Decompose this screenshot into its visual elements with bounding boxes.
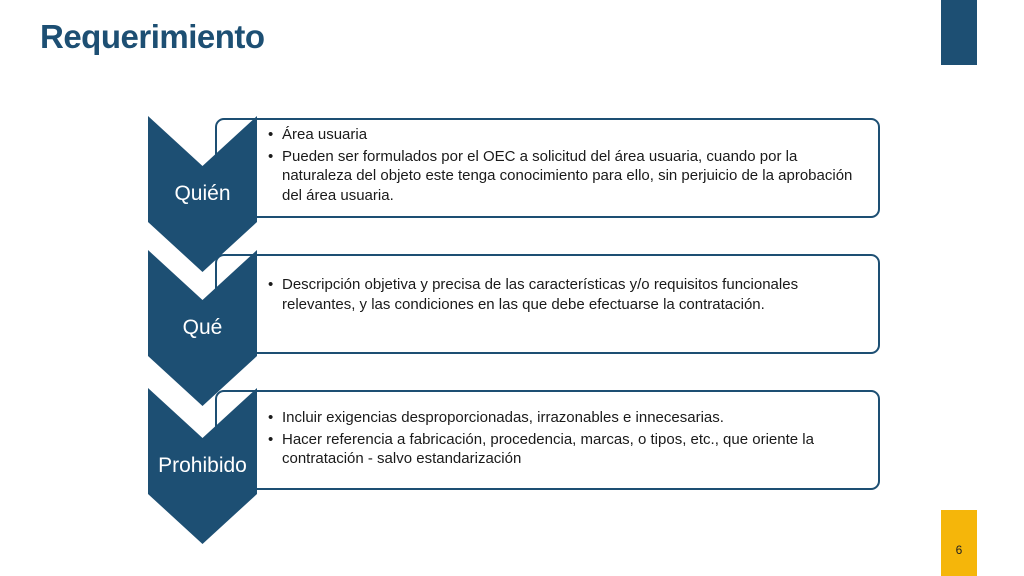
bullet-item: • Incluir exigencias desproporcionadas, irrazonables e innecesarias. [268,408,868,428]
section-quien-chevron [148,116,257,272]
bullet-item: • Área usuaria [268,125,868,145]
page-number: 6 [955,543,963,557]
section-que-label: Qué [182,316,223,339]
section-quien-label: Quién [174,182,231,205]
section-prohibido-bullets [268,408,868,471]
bullet-item: • Descripción objetiva y precisa de las características y/o requisitos funcionales relevantes, y las condiciones en las que debe efectuarse la contratación. [268,275,868,314]
page-number-box [941,510,977,576]
corner-accent-bar [941,0,977,65]
section-que-bullets [268,275,868,316]
section-que-chevron [148,250,257,406]
bullet-item: • Pueden ser formulados por el OEC a solicitud del área usuaria, cuando por la naturaleza del objeto este tenga conocimiento para ello, sin perjuicio de la aprobación del área usuaria. [268,147,868,206]
section-prohibido-label: Prohibido [158,454,247,477]
slide-title: Requerimiento [40,18,265,55]
bullet-item: • Hacer referencia a fabricación, procedencia, marcas, o tipos, etc., que oriente la contratación - salvo estandarización [268,430,868,469]
section-quien-bullets [268,125,868,207]
section-prohibido-chevron [148,388,257,544]
